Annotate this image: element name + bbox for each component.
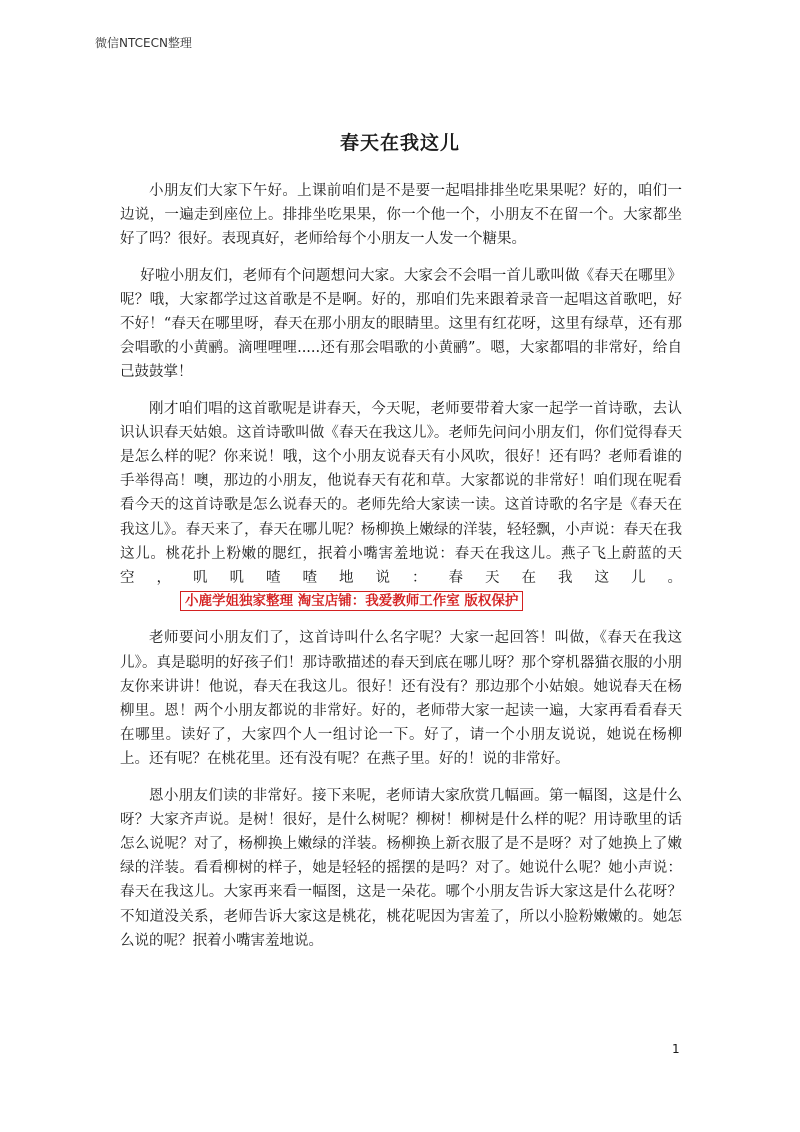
body-text [120, 179, 682, 953]
paragraph-3-text: 刚才咱们唱的这首歌呢是讲春天，今天呢，老师要带着大家一起学一首诗歌，去认识认识春天姑娘。这首诗歌叫做《春天在我这儿》。老师先问问小朋友们，你们觉得春天是怎么样的呢？你来说！哦，这个小朋友说春天有小风吹，很好！还有吗？老师看谁的手举得高！噢，那边的小朋友，他说春天有花和草。大家都说的非常好！咱们现在呢看看今天的这首诗歌是怎么说春天的。老师先给大家读一读。这首诗歌的名字是《春天在我这儿》。春天来了，春天在哪儿呢？杨柳换上嫩绿的洋装，轻轻飘，小声说：春天在我这儿。桃花扑上粉嫩的腮红，抿着小嘴害羞地说：春天在我这儿。燕子飞上蔚蓝的天空，叽叽喳喳地说：春天在我这儿。 [120, 400, 682, 587]
paragraph-2: 好啦小朋友们，老师有个问题想问大家。大家会不会唱一首儿歌叫做《春天在哪里》呢？哦，大家都学过这首歌是不是啊。好的，那咱们先来跟着录音一起唱这首歌吧，好不好！“春天在哪里呀，春天在那小朋友的眼睛里。这里有红花呀，这里有绿草，还有那会唱歌的小黄鹂。滴哩哩哩.....还有那会唱歌的小黄鹂”。嗯，大家都唱的非常好，给自己鼓鼓掌！ [120, 267, 682, 381]
page-number: 1 [672, 1042, 680, 1056]
document-title: 春天在我这儿 [339, 132, 460, 154]
header-note: 微信NTCECN整理 [95, 36, 192, 50]
paragraph-5: 恩小朋友们读的非常好。接下来呢，老师请大家欣赏几幅画。第一幅图，这是什么呀？大家齐声说。是树！很好，是什么树呢？柳树！柳树是什么样的呢？用诗歌里的话怎么说呢？对了，杨柳换上嫩绿的洋装。杨柳换上新衣服了是不是呀？对了她换上了嫩绿的洋装。看看柳树的样子，她是轻轻的摇摆的是吗？对了。她说什么呢？她小声说：春天在我这儿。大家再来看一幅图，这是一朵花。哪个小朋友告诉大家这是什么花呀？不知道没关系，老师告诉大家这是桃花，桃花呢因为害羞了，所以小脸粉嫩嫩的。她怎么说的呢？抿着小嘴害羞地说。 [120, 787, 682, 949]
paragraph-3 [120, 397, 682, 615]
watermark-stamp: 小鹿学姐独家整理 淘宝店铺：我爱教师工作室 版权保护 [180, 591, 523, 611]
paragraph-1: 小朋友们大家下午好。上课前咱们是不是要一起唱排排坐吃果果呢？好的，咱们一边说，一遍走到座位上。排排坐吃果果，你一个他一个，小朋友不在留一个。大家都坐好了吗？很好。表现真好，老师给每个小朋友一人发一个糖果。 [120, 183, 682, 248]
paragraph-4: 老师要问小朋友们了，这首诗叫什么名字呢？大家一起回答！叫做，《春天在我这儿》。真是聪明的好孩子们！那诗歌描述的春天到底在哪儿呀？那个穿机器猫衣服的小朋友你来讲讲！他说，春天在我这儿。很好！还有没有？那边那个小姑娘。她说春天在杨柳里。恩！两个小朋友都说的非常好。好的，老师带大家一起读一遍，大家再看看春天在哪里。读好了，大家四个人一组讨论一下。好了，请一个小朋友说说，她说在杨柳上。还有呢？在桃花里。还有没有呢？在燕子里。好的！说的非常好。 [120, 630, 682, 768]
